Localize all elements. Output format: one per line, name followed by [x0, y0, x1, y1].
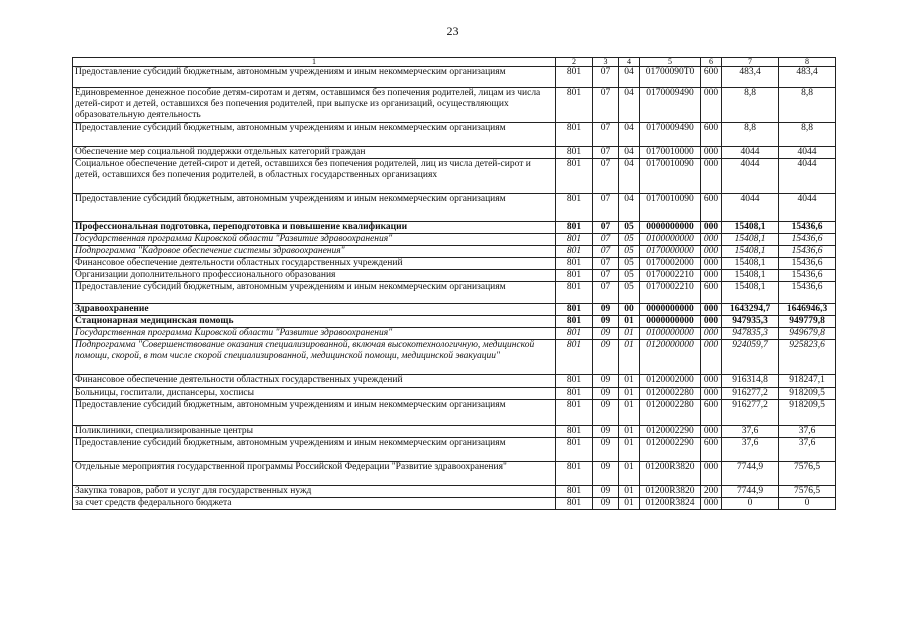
table-row [73, 328, 836, 340]
target-article-code: 0000000000 [640, 304, 701, 316]
amount-year-1: 924059,7 [722, 340, 779, 375]
subsection-code: 05 [619, 234, 640, 246]
amount-year-2: 15436,6 [779, 258, 836, 270]
budget-item-name: Стационарная медицинская помощь [73, 316, 556, 328]
column-number-row [73, 58, 836, 67]
expense-type-code: 000 [701, 147, 722, 159]
table-row [73, 316, 836, 328]
amount-year-2: 4044 [779, 194, 836, 222]
table-row [73, 304, 836, 316]
amount-year-1: 8,8 [722, 123, 779, 147]
amount-year-1: 4044 [722, 194, 779, 222]
table-row [73, 375, 836, 388]
target-article-code: 0100000000 [640, 328, 701, 340]
department-code: 801 [556, 304, 593, 316]
subsection-code: 01 [619, 438, 640, 462]
subsection-code: 01 [619, 328, 640, 340]
section-code: 07 [593, 123, 619, 147]
section-code: 07 [593, 258, 619, 270]
amount-year-1: 15408,1 [722, 270, 779, 282]
subsection-code: 01 [619, 462, 640, 486]
budget-item-name: Предоставление субсидий бюджетным, автономным учреждениям и иным некоммерческим организациям [73, 67, 556, 88]
section-code: 09 [593, 462, 619, 486]
amount-year-1: 7744,9 [722, 486, 779, 498]
section-code: 07 [593, 222, 619, 234]
amount-year-1: 916277,2 [722, 400, 779, 426]
amount-year-2: 918247,1 [779, 375, 836, 388]
section-code: 07 [593, 88, 619, 123]
budget-item-name: Предоставление субсидий бюджетным, автономным учреждениям и иным некоммерческим организациям [73, 282, 556, 304]
expense-type-code: 000 [701, 426, 722, 438]
section-code: 09 [593, 375, 619, 388]
table-row [73, 147, 836, 159]
section-code: 07 [593, 147, 619, 159]
expense-type-code: 000 [701, 328, 722, 340]
target-article-code: 0170010090 [640, 194, 701, 222]
budget-item-name: Организации дополнительного профессионального образования [73, 270, 556, 282]
budget-item-name: Закупка товаров, работ и услуг для государственных нужд [73, 486, 556, 498]
amount-year-2: 7576,5 [779, 462, 836, 486]
expense-type-code: 600 [701, 282, 722, 304]
table-row [73, 462, 836, 486]
budget-item-name: Финансовое обеспечение деятельности областных государственных учреждений [73, 375, 556, 388]
amount-year-1: 1643294,7 [722, 304, 779, 316]
budget-item-name: Единовременное денежное пособие детям-сиротам и детям, оставшимся без попечения родителей, лицам из числа детей-сирот и детей, оставшихся без попечения родителей, при выпуске из организаций, осуществляющих образовательную деятельность [73, 88, 556, 123]
department-code: 801 [556, 282, 593, 304]
amount-year-1: 947935,3 [722, 316, 779, 328]
amount-year-1: 8,8 [722, 88, 779, 123]
subsection-code: 05 [619, 258, 640, 270]
amount-year-1: 37,6 [722, 438, 779, 462]
target-article-code: 0170010090 [640, 159, 701, 194]
amount-year-1: 37,6 [722, 426, 779, 438]
subsection-code: 01 [619, 498, 640, 510]
amount-year-2: 918209,5 [779, 400, 836, 426]
section-code: 09 [593, 438, 619, 462]
section-code: 07 [593, 67, 619, 88]
subsection-code: 04 [619, 67, 640, 88]
amount-year-2: 949779,8 [779, 316, 836, 328]
department-code: 801 [556, 270, 593, 282]
section-code: 07 [593, 246, 619, 258]
table-row [73, 88, 836, 123]
amount-year-2: 483,4 [779, 67, 836, 88]
target-article-code: 0170002210 [640, 282, 701, 304]
table-row [73, 388, 836, 400]
target-article-code: 0000000000 [640, 222, 701, 234]
table-row [73, 246, 836, 258]
subsection-code: 01 [619, 486, 640, 498]
target-article-code: 0120002000 [640, 375, 701, 388]
expense-type-code: 600 [701, 194, 722, 222]
budget-item-name: Здравоохранение [73, 304, 556, 316]
expense-type-code: 600 [701, 400, 722, 426]
subsection-code: 01 [619, 426, 640, 438]
amount-year-1: 15408,1 [722, 246, 779, 258]
target-article-code: 0000000000 [640, 316, 701, 328]
budget-item-name: Обеспечение мер социальной поддержки отдельных категорий граждан [73, 147, 556, 159]
table-row [73, 340, 836, 375]
department-code: 801 [556, 67, 593, 88]
expense-type-code: 600 [701, 67, 722, 88]
subsection-code: 04 [619, 123, 640, 147]
subsection-code: 05 [619, 282, 640, 304]
amount-year-2: 15436,6 [779, 282, 836, 304]
column-header: 8 [779, 58, 836, 67]
department-code: 801 [556, 498, 593, 510]
amount-year-2: 0 [779, 498, 836, 510]
column-header: 4 [619, 58, 640, 67]
budget-item-name: Больницы, госпитали, диспансеры, хосписы [73, 388, 556, 400]
budget-item-name: Государственная программа Кировской области "Развитие здравоохранения" [73, 234, 556, 246]
target-article-code: 01200R3820 [640, 486, 701, 498]
subsection-code: 00 [619, 304, 640, 316]
amount-year-2: 918209,5 [779, 388, 836, 400]
amount-year-1: 4044 [722, 159, 779, 194]
amount-year-1: 483,4 [722, 67, 779, 88]
table-row [73, 486, 836, 498]
subsection-code: 01 [619, 316, 640, 328]
table-row [73, 222, 836, 234]
target-article-code: 0120002280 [640, 388, 701, 400]
target-article-code: 0170009490 [640, 123, 701, 147]
subsection-code: 04 [619, 159, 640, 194]
department-code: 801 [556, 340, 593, 375]
amount-year-2: 37,6 [779, 438, 836, 462]
section-code: 07 [593, 270, 619, 282]
amount-year-1: 15408,1 [722, 282, 779, 304]
amount-year-1: 7744,9 [722, 462, 779, 486]
department-code: 801 [556, 400, 593, 426]
table-row [73, 159, 836, 194]
expense-type-code: 000 [701, 222, 722, 234]
section-code: 09 [593, 388, 619, 400]
subsection-code: 01 [619, 400, 640, 426]
amount-year-2: 15436,6 [779, 222, 836, 234]
amount-year-1: 916314,8 [722, 375, 779, 388]
department-code: 801 [556, 486, 593, 498]
target-article-code: 01700090Т0 [640, 67, 701, 88]
expense-type-code: 000 [701, 159, 722, 194]
expense-type-code: 200 [701, 486, 722, 498]
target-article-code: 0170010000 [640, 147, 701, 159]
section-code: 09 [593, 486, 619, 498]
section-code: 07 [593, 159, 619, 194]
amount-year-2: 15436,6 [779, 246, 836, 258]
target-article-code: 0120002290 [640, 426, 701, 438]
target-article-code: 0170009490 [640, 88, 701, 123]
budget-item-name: Государственная программа Кировской области "Развитие здравоохранения" [73, 328, 556, 340]
amount-year-2: 15436,6 [779, 270, 836, 282]
amount-year-1: 15408,1 [722, 234, 779, 246]
department-code: 801 [556, 426, 593, 438]
department-code: 801 [556, 159, 593, 194]
expense-type-code: 600 [701, 123, 722, 147]
expense-type-code: 000 [701, 388, 722, 400]
column-header: 5 [640, 58, 701, 67]
department-code: 801 [556, 375, 593, 388]
column-header: 3 [593, 58, 619, 67]
amount-year-2: 949679,8 [779, 328, 836, 340]
budget-item-name: Профессиональная подготовка, переподготовка и повышение квалификации [73, 222, 556, 234]
department-code: 801 [556, 88, 593, 123]
section-code: 09 [593, 304, 619, 316]
budget-item-name: Предоставление субсидий бюджетным, автономным учреждениям и иным некоммерческим организациям [73, 194, 556, 222]
budget-item-name: Предоставление субсидий бюджетным, автономным учреждениям и иным некоммерческим организациям [73, 400, 556, 426]
department-code: 801 [556, 328, 593, 340]
section-code: 09 [593, 498, 619, 510]
amount-year-2: 15436,6 [779, 234, 836, 246]
table-row [73, 123, 836, 147]
table-row [73, 426, 836, 438]
amount-year-1: 0 [722, 498, 779, 510]
expense-type-code: 000 [701, 375, 722, 388]
subsection-code: 01 [619, 388, 640, 400]
table-row [73, 67, 836, 88]
amount-year-1: 15408,1 [722, 222, 779, 234]
subsection-code: 04 [619, 194, 640, 222]
section-code: 09 [593, 316, 619, 328]
target-article-code: 0120000000 [640, 340, 701, 375]
department-code: 801 [556, 194, 593, 222]
amount-year-2: 7576,5 [779, 486, 836, 498]
amount-year-2: 4044 [779, 159, 836, 194]
expense-type-code: 000 [701, 258, 722, 270]
budget-item-name: Поликлиники, специализированные центры [73, 426, 556, 438]
expense-type-code: 000 [701, 234, 722, 246]
section-code: 09 [593, 340, 619, 375]
subsection-code: 04 [619, 88, 640, 123]
amount-year-1: 15408,1 [722, 258, 779, 270]
section-code: 07 [593, 234, 619, 246]
section-code: 09 [593, 328, 619, 340]
budget-item-name: Подпрограмма "Кадровое обеспечение системы здравоохранения" [73, 246, 556, 258]
amount-year-2: 8,8 [779, 88, 836, 123]
amount-year-2: 925823,6 [779, 340, 836, 375]
department-code: 801 [556, 258, 593, 270]
table-row [73, 438, 836, 462]
department-code: 801 [556, 222, 593, 234]
amount-year-2: 1646946,3 [779, 304, 836, 316]
department-code: 801 [556, 462, 593, 486]
table-row [73, 270, 836, 282]
column-header: 2 [556, 58, 593, 67]
expense-type-code: 000 [701, 462, 722, 486]
table-row [73, 498, 836, 510]
table-row [73, 258, 836, 270]
section-code: 07 [593, 194, 619, 222]
section-code: 07 [593, 282, 619, 304]
subsection-code: 04 [619, 147, 640, 159]
target-article-code: 01200R3820 [640, 462, 701, 486]
department-code: 801 [556, 388, 593, 400]
amount-year-1: 947835,3 [722, 328, 779, 340]
expense-type-code: 000 [701, 316, 722, 328]
target-article-code: 0120002290 [640, 438, 701, 462]
department-code: 801 [556, 438, 593, 462]
target-article-code: 0100000000 [640, 234, 701, 246]
target-article-code: 01200R3824 [640, 498, 701, 510]
subsection-code: 05 [619, 246, 640, 258]
expense-type-code: 000 [701, 340, 722, 375]
expense-type-code: 000 [701, 246, 722, 258]
budget-item-name: Отдельные мероприятия государственной программы Российской Федерации "Развитие здравоохранения" [73, 462, 556, 486]
budget-table [72, 57, 836, 510]
budget-item-name: Предоставление субсидий бюджетным, автономным учреждениям и иным некоммерческим организациям [73, 123, 556, 147]
department-code: 801 [556, 123, 593, 147]
target-article-code: 0120002280 [640, 400, 701, 426]
department-code: 801 [556, 147, 593, 159]
target-article-code: 0170002000 [640, 258, 701, 270]
amount-year-1: 916277,2 [722, 388, 779, 400]
department-code: 801 [556, 316, 593, 328]
subsection-code: 05 [619, 222, 640, 234]
table-row [73, 194, 836, 222]
budget-item-name: за счет средств федерального бюджета [73, 498, 556, 510]
section-code: 09 [593, 400, 619, 426]
budget-item-name: Социальное обеспечение детей-сирот и детей, оставшихся без попечения родителей, лиц из числа детей-сирот и детей, оставшихся без попечения родителей, в областных государственных организациях [73, 159, 556, 194]
subsection-code: 01 [619, 375, 640, 388]
budget-item-name: Подпрограмма "Совершенствование оказания специализированной, включая высокотехнологичную, медицинской помощи, скорой, в том числе скорой специализированной, медицинской помощи, медицинской эвакуации" [73, 340, 556, 375]
target-article-code: 0170002210 [640, 270, 701, 282]
subsection-code: 05 [619, 270, 640, 282]
table-row [73, 400, 836, 426]
column-header: 6 [701, 58, 722, 67]
amount-year-2: 4044 [779, 147, 836, 159]
expense-type-code: 600 [701, 438, 722, 462]
expense-type-code: 000 [701, 304, 722, 316]
table-row [73, 234, 836, 246]
budget-item-name: Предоставление субсидий бюджетным, автономным учреждениям и иным некоммерческим организациям [73, 438, 556, 462]
expense-type-code: 000 [701, 270, 722, 282]
department-code: 801 [556, 234, 593, 246]
section-code: 09 [593, 426, 619, 438]
subsection-code: 01 [619, 340, 640, 375]
table-row [73, 282, 836, 304]
amount-year-1: 4044 [722, 147, 779, 159]
page-number: 23 [446, 24, 459, 38]
column-header: 7 [722, 58, 779, 67]
expense-type-code: 000 [701, 88, 722, 123]
amount-year-2: 8,8 [779, 123, 836, 147]
expense-type-code: 000 [701, 498, 722, 510]
amount-year-2: 37,6 [779, 426, 836, 438]
target-article-code: 0170000000 [640, 246, 701, 258]
department-code: 801 [556, 246, 593, 258]
column-header: 1 [73, 58, 556, 67]
budget-item-name: Финансовое обеспечение деятельности областных государственных учреждений [73, 258, 556, 270]
